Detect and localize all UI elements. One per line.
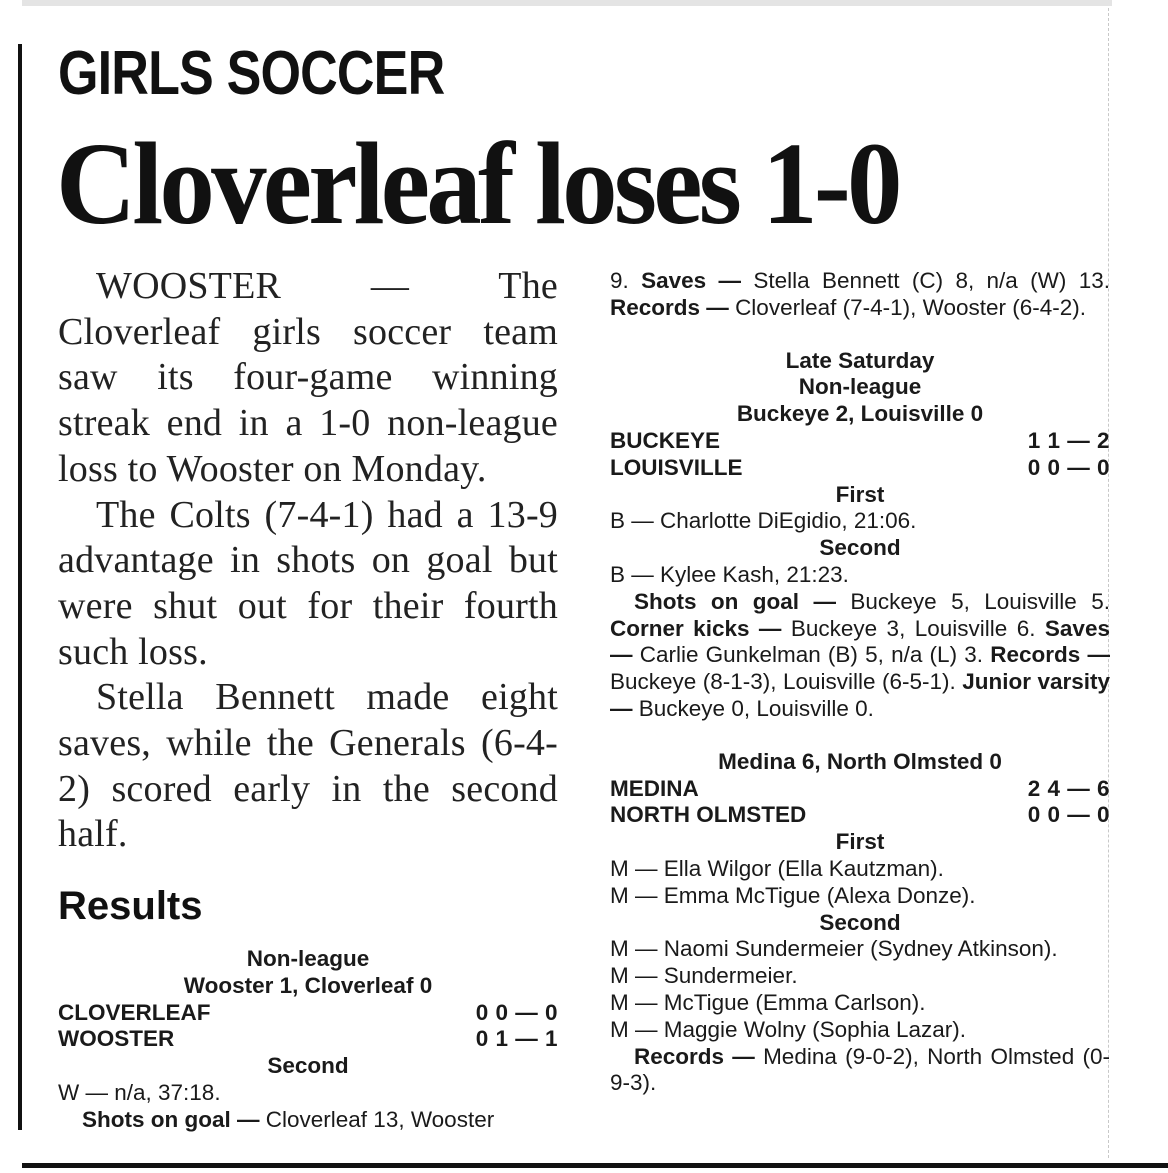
team-score-row xyxy=(610,455,1110,482)
stat-text: Buckeye 3, Louisville 6. xyxy=(790,615,1036,641)
stat-label: Records — xyxy=(634,1043,755,1069)
stat-label: Records — xyxy=(610,294,729,320)
team-name: BUCKEYE xyxy=(610,427,721,453)
results-right-column xyxy=(610,268,1110,1097)
period-label: Second xyxy=(819,909,901,935)
goal-entry: M — Sundermeier. xyxy=(610,963,798,989)
goal-entry: B — Kylee Kash, 21:23. xyxy=(610,561,849,587)
team-score: 0 0 — 0 xyxy=(1027,454,1110,480)
goal-entry: M — Naomi Sundermeier (Sydney Atkinson). xyxy=(610,936,1058,962)
team-name: NORTH OLMSTED xyxy=(610,802,807,828)
team-score-row xyxy=(610,428,1110,455)
stat-text: Buckeye (8-1-3), Louisville (6-5- xyxy=(610,669,930,695)
game1-continued xyxy=(610,268,1110,322)
team-score: 0 0 — 0 xyxy=(1027,802,1110,828)
stat-label: Junior varsity — xyxy=(610,669,1110,721)
team-name: MEDINA xyxy=(610,775,699,801)
stat-text: 13. xyxy=(1078,268,1110,293)
story-paragraph: Stella Bennett made eight saves, while the Generals (6-4-2) scored early in the second half. xyxy=(58,676,558,856)
game-header: Late Saturday xyxy=(785,347,935,373)
results-heading: Results xyxy=(58,884,203,928)
stat-text: (6-4-2). xyxy=(1012,294,1087,320)
spacer xyxy=(610,723,1110,749)
goal-entry: M — Maggie Wolny (Sophia Lazar). xyxy=(610,1016,966,1042)
headline: Cloverleaf loses 1-0 xyxy=(56,118,899,249)
goal-entry: M — Emma McTigue (Alexa Donze). xyxy=(610,882,976,908)
period-label: Second xyxy=(819,535,901,561)
stat-label: Saves — xyxy=(610,615,1110,668)
stat-label: Shots on goal — xyxy=(634,588,836,614)
stat-label: Shots on goal — xyxy=(82,1106,260,1132)
team-name: LOUISVILLE xyxy=(610,454,743,480)
stat-label: Records — xyxy=(990,642,1110,668)
team-score-row xyxy=(58,1000,558,1027)
goal-entry: M — Ella Wilgor (Ella Kautzman). xyxy=(610,855,944,881)
team-score: 2 4 — 6 xyxy=(1027,775,1110,801)
shots-on-goal xyxy=(58,1107,558,1134)
story-paragraph: WOOSTER — The Cloverleaf girls soccer team saw its four-game winning streak end in a 1-0 non-league loss to Wooster on Monday. xyxy=(58,265,558,490)
story-paragraph: The Colts (7-4-1) had a 13-9 advantage in shots on goal but were shut out for their fourth such loss. xyxy=(58,493,558,673)
game-title: Buckeye 2, Louisville 0 xyxy=(736,401,984,427)
stat-text: Buckeye 5, Louisville xyxy=(850,588,1077,614)
stat-label: Corner kicks — xyxy=(610,615,782,641)
goal-entry: B — Charlotte DiEgidio, 21:06. xyxy=(610,508,917,534)
stat-text: Buckeye 0, Louisville 0. xyxy=(638,695,874,721)
period-label: Second xyxy=(267,1053,349,1079)
stat-text: Olmsted (0-9-3). xyxy=(610,1043,1110,1096)
team-score-row xyxy=(610,776,1110,803)
game-stats xyxy=(610,589,1110,723)
bottom-rule xyxy=(22,1163,1168,1168)
spacer xyxy=(610,322,1110,348)
team-name: CLOVERLEAF xyxy=(58,999,211,1025)
team-score: 0 1 — 1 xyxy=(475,1026,558,1052)
stat-text: Medina (9-0-2), North xyxy=(763,1043,983,1069)
goal-entry: W — n/a, 37:18. xyxy=(58,1079,221,1105)
game-stats xyxy=(610,1044,1110,1098)
stat-text: Cloverleaf (7-4-1), Wooster xyxy=(735,294,1006,320)
goal-entry: M — McTigue (Emma Carlson). xyxy=(610,989,926,1015)
game-category: Non-league xyxy=(798,374,922,400)
page-top-edge xyxy=(22,0,1112,6)
game-title: Medina 6, North Olmsted 0 xyxy=(718,748,1002,774)
section-kicker: GIRLS SOCCER xyxy=(58,39,445,108)
stat-text: 5. xyxy=(1091,588,1110,614)
stat-text: 9. xyxy=(610,268,629,293)
stat-text: Stella Bennett (C) 8, n/a (W) xyxy=(753,268,1067,293)
stat-text: Cloverleaf 13, Wooster xyxy=(265,1106,495,1132)
box-score-wooster-cloverleaf xyxy=(58,946,558,1134)
game-category: Non-league xyxy=(246,946,370,971)
left-rule xyxy=(18,44,22,1130)
team-score-row xyxy=(610,802,1110,829)
team-score: 0 0 — 0 xyxy=(475,999,558,1025)
story-body xyxy=(58,264,558,858)
team-score-row xyxy=(58,1026,558,1053)
game-title: Wooster 1, Cloverleaf 0 xyxy=(183,972,433,998)
period-label: First xyxy=(835,829,885,855)
team-name: WOOSTER xyxy=(58,1026,175,1052)
period-label: First xyxy=(835,481,885,507)
stat-text: Carlie Gunkelman (B) 5, n/a (L) 3. xyxy=(639,642,984,668)
stat-label: Saves — xyxy=(641,268,742,293)
stat-text: 1). xyxy=(929,669,956,695)
team-score: 1 1 — 2 xyxy=(1027,427,1110,453)
